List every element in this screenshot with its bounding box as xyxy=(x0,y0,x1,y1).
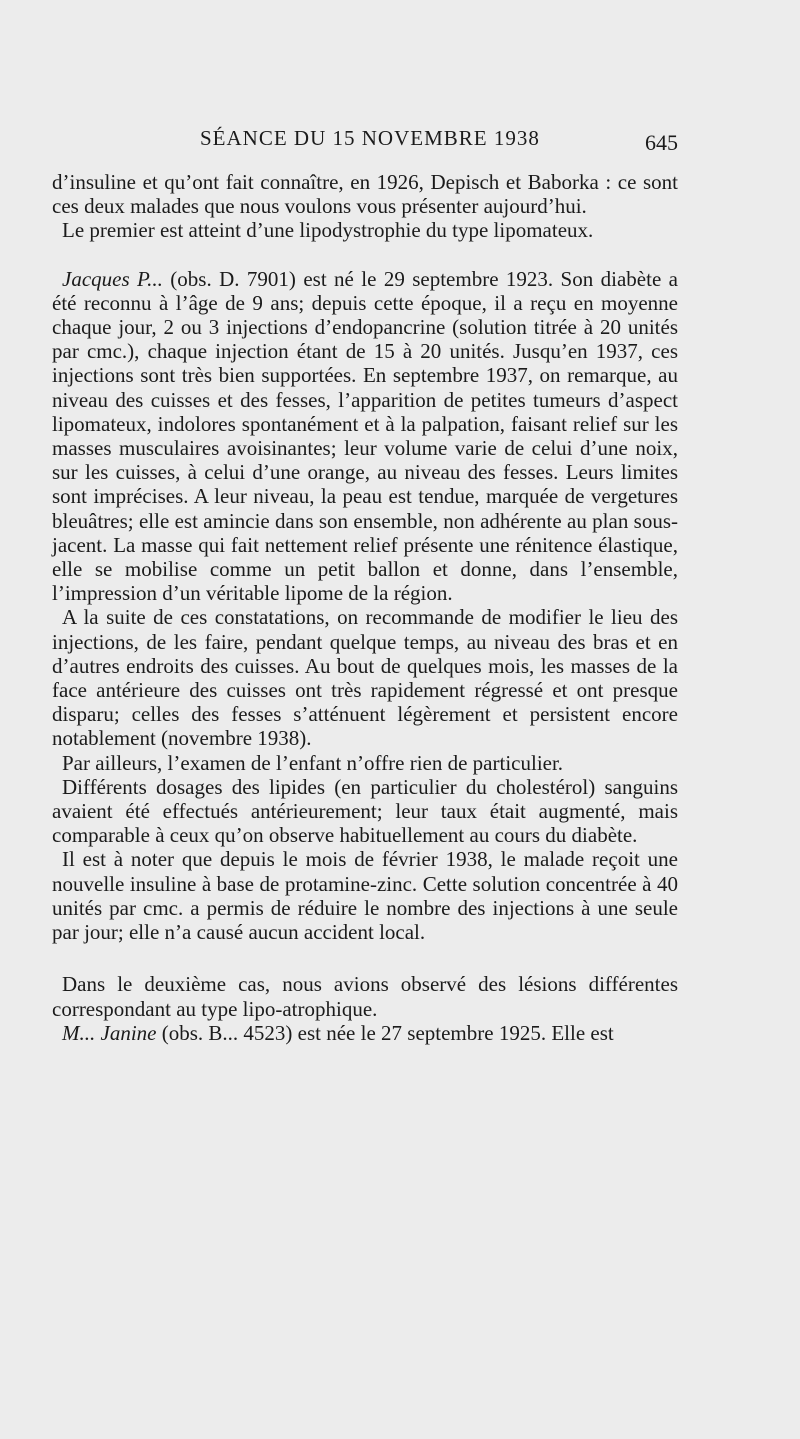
paragraph-examination: Par ailleurs, l’examen de l’enfant n’offre rien de particulier. xyxy=(62,750,564,775)
patient-name: Jacques P... xyxy=(62,266,163,291)
paragraph-continuation: d’insuline et qu’ont fait connaître, en 1926, Depisch et Baborka : ce sont ces deux malades que nous voulons vous présenter aujourd’hui. xyxy=(52,170,678,219)
paragraph-protamine-insulin: Il est à noter que depuis le mois de février 1938, le malade reçoit une nouvelle insuline à base de protamine-zinc. Cette solution concentrée à 40 unités par cmc. a permis de réduire le nombre des injections à une seule par jour; elle n’a causé aucun accident local. xyxy=(52,847,678,945)
body-text xyxy=(52,170,678,1045)
paragraph-observation-janine: M... Janine (obs. B... 4523) est née le 27 septembre 1925. Elle est xyxy=(62,1020,614,1045)
paragraph-injection-change: A la suite de ces constatations, on recommande de modifier le lieu des injections, de les faire, pendant quelque temps, au niveau des bras et en d’autres endroits des cuisses. Au bout de quelques mois, les masses de la face antérieure des cuisses ont très rapidement régressé et ont presque disparu; celles des fesses s’atténuent légèrement et persistent encore notablement (novembre 1938). xyxy=(52,605,678,751)
paragraph-lipid-dosages: Différents dosages des lipides (en particulier du cholestérol) sanguins avaient été effectués antérieurement; leur taux était augmenté, mais comparable à ceux qu’on observe habituellement au cours du diabète. xyxy=(52,774,678,848)
paragraph-first-case-intro: Le premier est atteint d’une lipodystrophie du type lipomateux. xyxy=(62,218,594,243)
patient-name: M... Janine xyxy=(62,1020,157,1045)
paragraph-observation-jacques: Jacques P... (obs. D. 7901) est né le 29 septembre 1923. Son diabète a été reconnu à l’âge de 9 ans; depuis cette époque, il a reçu en moyenne chaque jour, 2 ou 3 injections d’endopancrine (solution titrée à 20 unités par cmc.), chaque injection étant de 15 à 20 unités. Jusqu’en 1937, ces injections sont très bien supportées. En septembre 1937, on remarque, au niveau des cuisses et des fesses, l’apparition de petites tumeurs d’aspect lipomateux, indolores spontanément et à la palpation, faisant relief sur les masses musculaires avoisinantes; leur volume varie de celui d’une noix, sur les cuisses, à celui d’une orange, au niveau des fesses. Leurs limites sont imprécises. A leur niveau, la peau est tendue, marquée de vergetures bleuâtres; elle est amincie dans son ensemble, non adhérente au plan sous-jacent. La masse qui fait nettement relief présente une rénitence élastique, elle se mobilise comme un petit ballon et donne, dans l’ensemble, l’impression d’un véritable lipome de la région. xyxy=(52,266,678,606)
page-number: 645 xyxy=(645,130,678,155)
paragraph-second-case-intro: Dans le deuxième cas, nous avions observé des lésions différentes correspondant au type lipo-atrophique. xyxy=(52,972,678,1021)
running-head: SÉANCE DU 15 NOVEMBRE 1938 xyxy=(200,126,540,150)
page-header xyxy=(0,122,800,162)
